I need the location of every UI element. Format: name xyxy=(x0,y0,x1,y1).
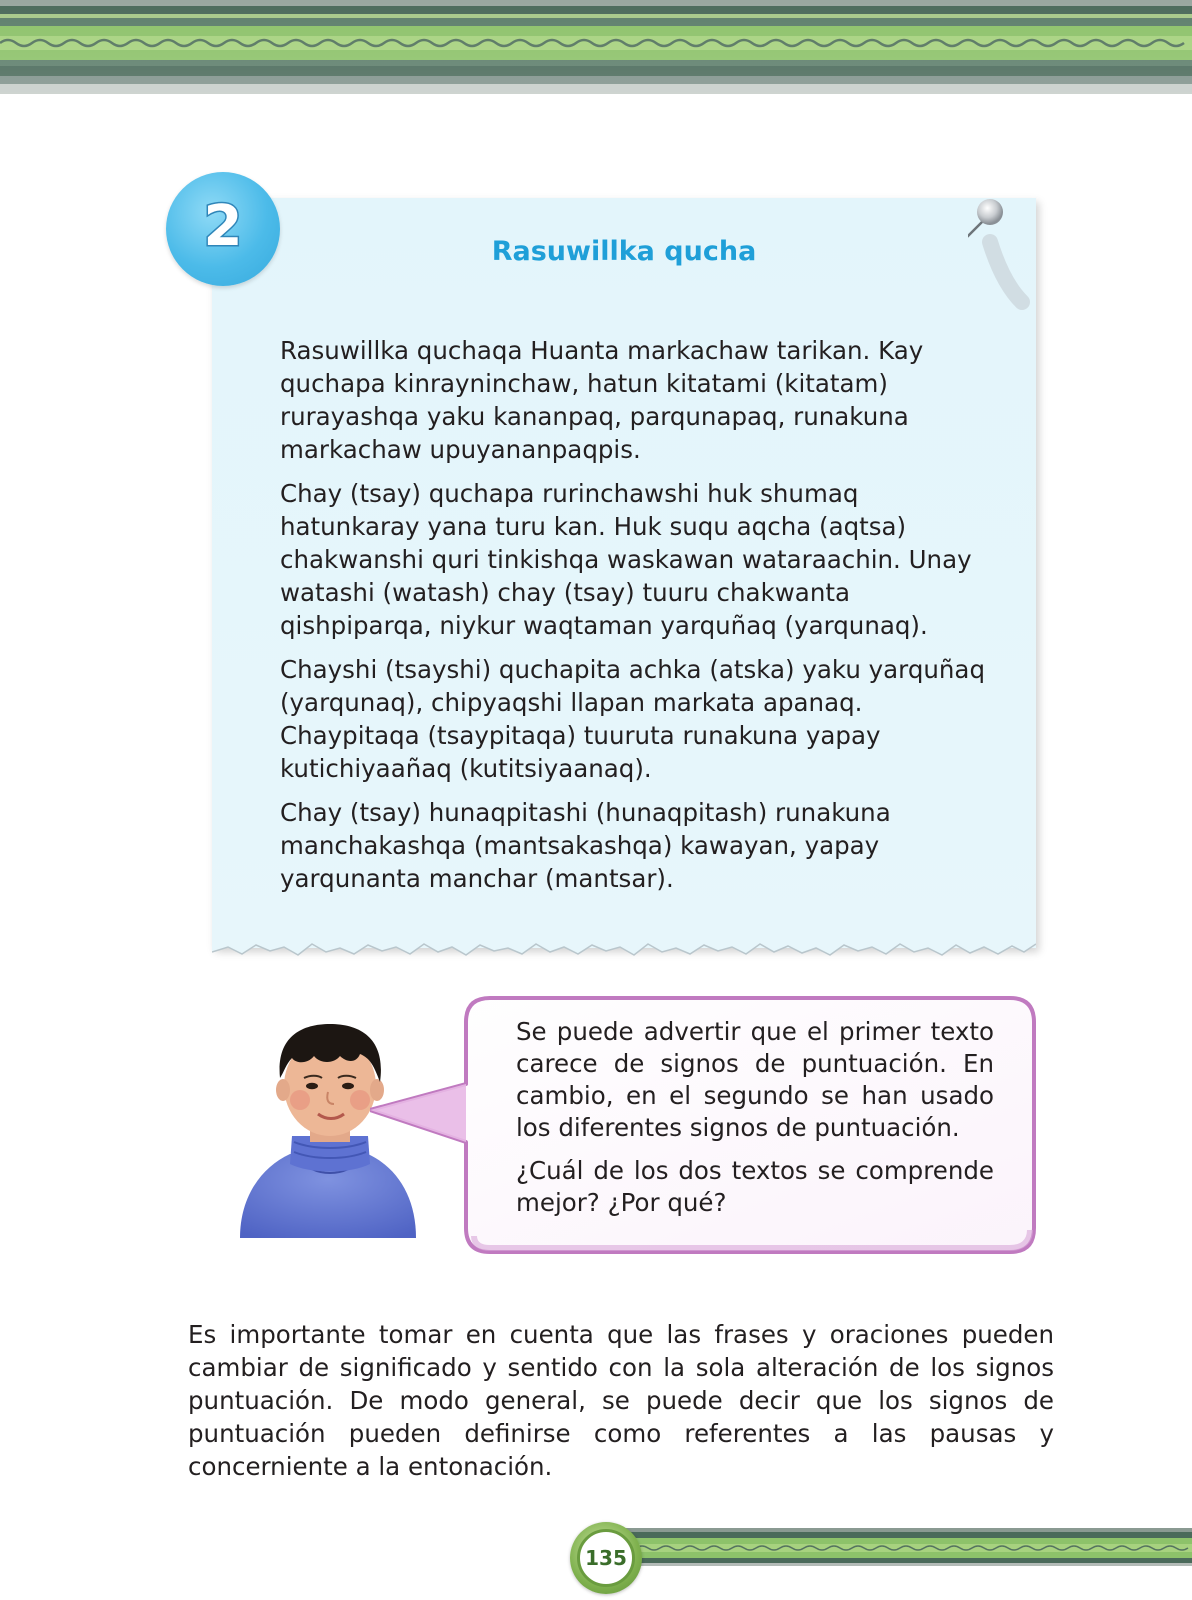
page-number: 135 xyxy=(585,1546,627,1570)
activity-number: 2 xyxy=(203,193,243,259)
speech-bubble-text xyxy=(516,1016,994,1230)
story-paragraph: Rasuwillka quchaqa Huanta markachaw tarikan. Kay quchapa kinrayninchaw, hatun kitatami (kitatam) rurayashqa yaku kananpaq, parqunapaq, runakuna markachaw upuyananpaqpis. xyxy=(280,336,924,464)
bottom-decorative-band xyxy=(612,1528,1192,1566)
page-number-badge xyxy=(570,1522,642,1594)
explanation-paragraph: Es importante tomar en cuenta que las frases y oraciones pueden cambiar de significado y sentido con la sola alteración de los signos puntuación. De modo general, se puede decir que los signos de puntuación pueden definirse como referentes a las pausas y concerniente a la entonación. xyxy=(188,1320,1054,1481)
top-decorative-band xyxy=(0,0,1192,94)
bubble-paragraph: Se puede advertir que el primer texto carece de signos de puntuación. En cambio, en el segundo se han usado los diferentes signos de puntuación. xyxy=(516,1017,994,1142)
torn-paper-edge xyxy=(212,938,1036,962)
story-paragraph: Chay (tsay) hunaqpitashi (hunaqpitash) runakuna manchakashqa (mantsakashqa) kawayan, yapay yarqunanta manchar (mantsar). xyxy=(280,798,891,893)
story-text xyxy=(280,334,1000,906)
story-paragraph: Chay (tsay) quchapa rurinchawshi huk shumaq hatunkaray yana turu kan. Huk suqu aqcha (aqtsa) chakwanshi quri tinkishqa waskawan wataraachin. Unay watashi (watash) chay (tsay) tuuru chakwanta qishpiparqa, niykur waqtaman yarquñaq (yarqunaq). xyxy=(280,479,972,640)
story-title: Rasuwillka qucha xyxy=(491,236,757,267)
bubble-question: ¿Cuál de los dos textos se comprende mejor? ¿Por qué? xyxy=(516,1156,994,1217)
activity-number-badge xyxy=(166,172,280,286)
story-paragraph: Chayshi (tsayshi) quchapita achka (atska) yaku yarquñaq (yarqunaq), chipyaqshi llapan markata apanaq. Chaypitaqa (tsaypitaqa) tuuruta runakuna yapay kutichiyaañaq (kutitsiyaanaq). xyxy=(280,655,985,783)
